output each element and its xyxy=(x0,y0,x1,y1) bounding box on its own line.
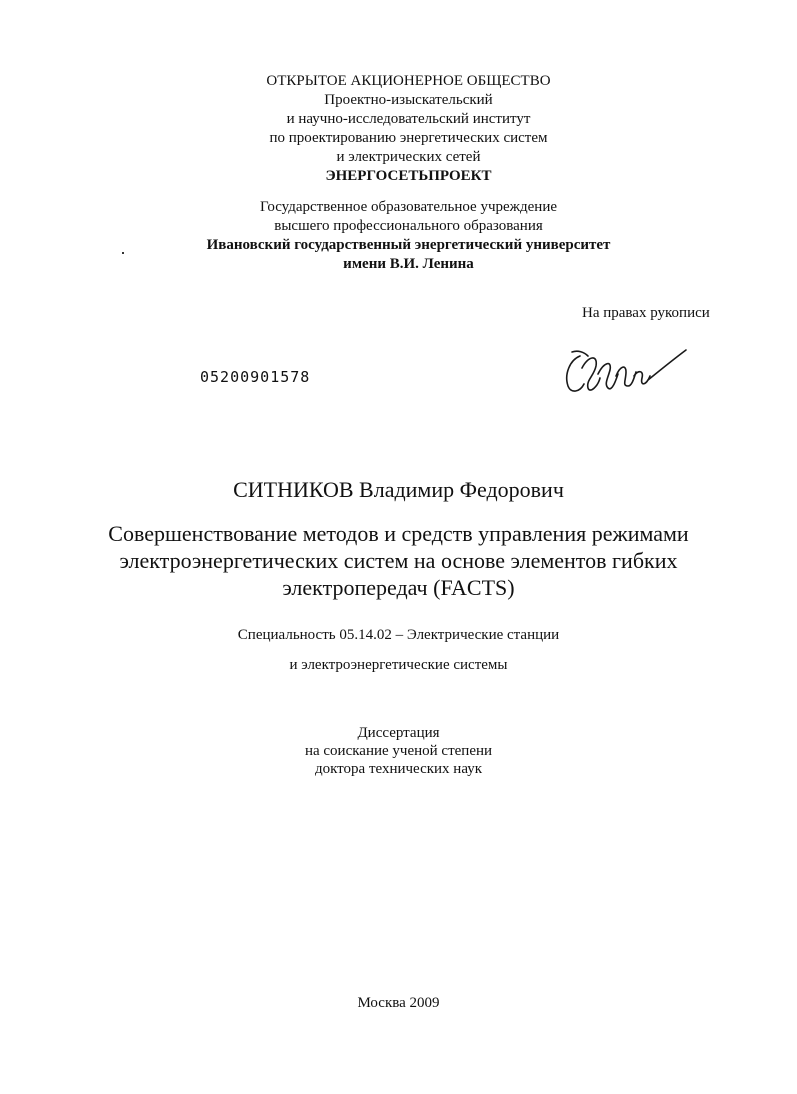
diss-line-2: на соискание ученой степени xyxy=(304,743,493,759)
org-line-4: по проектированию энергетических систем xyxy=(269,130,548,146)
specialty-line-1: Специальность 05.14.02 – Электрические станции xyxy=(237,627,560,643)
univ-line-2: высшего профессионального образования xyxy=(274,218,543,234)
specialty xyxy=(0,626,797,675)
univ-name: Ивановский государственный энергетический университет xyxy=(206,237,611,253)
specialty-line-2: и электроэнергетические системы xyxy=(289,657,508,673)
org-line-5: и электрических сетей xyxy=(336,149,481,165)
title-line-2: электроэнергетических систем на основе элементов гибких xyxy=(119,548,678,573)
signature-icon xyxy=(558,346,690,398)
organization-header xyxy=(10,72,797,186)
university-header xyxy=(10,198,797,274)
document-code: 05200901578 xyxy=(200,368,311,386)
title-line-3: электропередач (FACTS) xyxy=(282,575,515,600)
author-name: СИТНИКОВ Владимир Федорович xyxy=(233,477,564,502)
scan-speck xyxy=(122,252,124,254)
rights-note: На правах рукописи xyxy=(582,305,710,321)
org-name: ЭНЕРГОСЕТЬПРОЕКТ xyxy=(325,168,492,184)
title-line-1: Совершенствование методов и средств управления режимами xyxy=(108,521,689,546)
dissertation-type xyxy=(0,724,797,778)
diss-line-3: доктора технических наук xyxy=(314,761,483,777)
dissertation-title xyxy=(0,520,797,601)
univ-line-1: Государственное образовательное учреждение xyxy=(259,199,558,215)
city-year: Москва 2009 xyxy=(357,995,440,1011)
diss-line-1: Диссертация xyxy=(357,725,440,741)
org-line-3: и научно-исследовательский институт xyxy=(286,111,531,127)
org-line-1: ОТКРЫТОЕ АКЦИОНЕРНОЕ ОБЩЕСТВО xyxy=(266,73,551,89)
univ-name-suffix: имени В.И. Ленина xyxy=(343,256,474,272)
org-line-2: Проектно-изыскательский xyxy=(324,92,493,108)
